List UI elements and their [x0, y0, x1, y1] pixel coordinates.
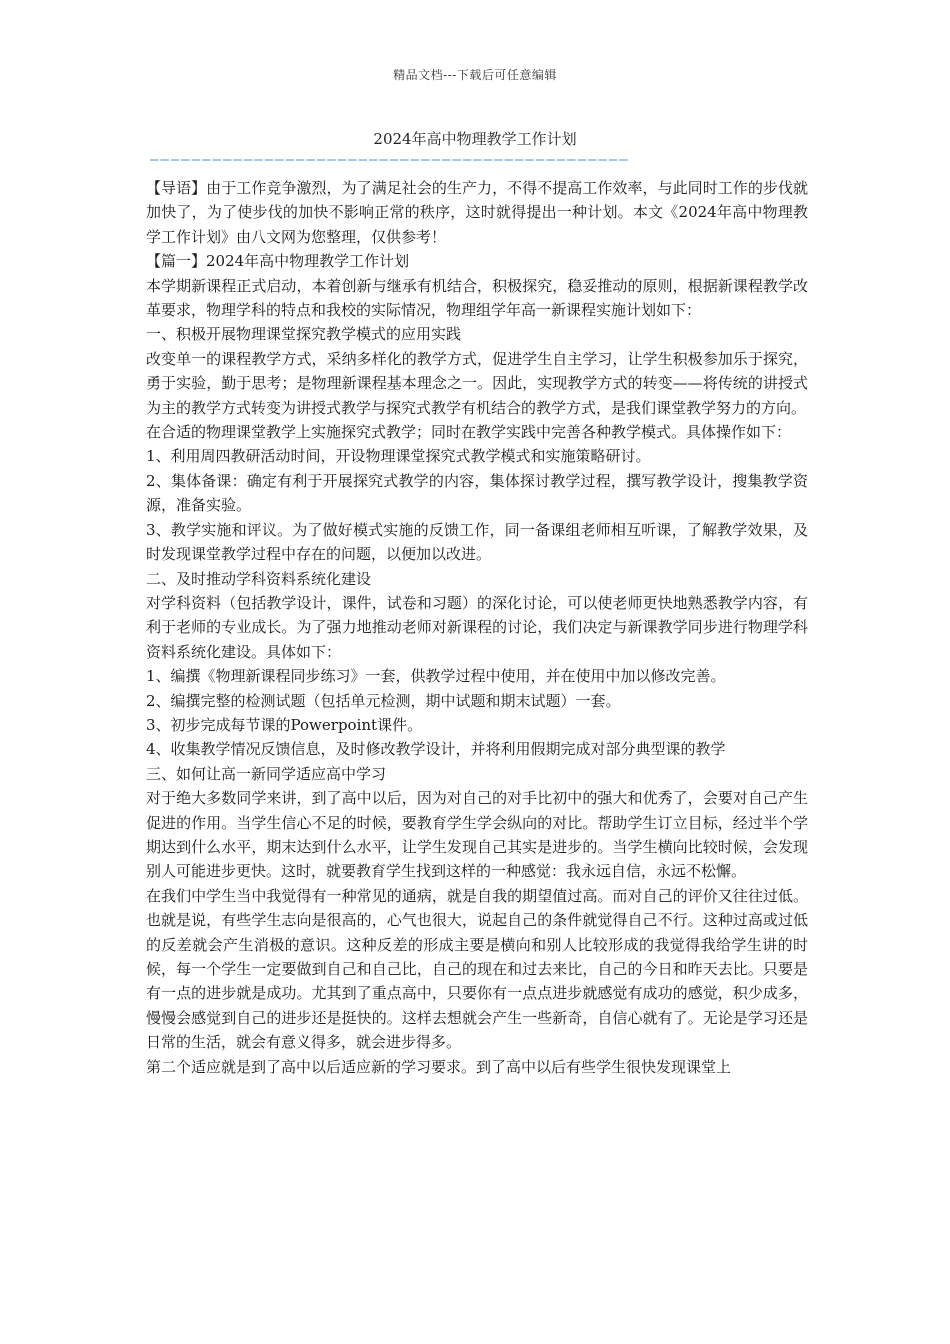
section-heading-part-one: 【篇一】2024年高中物理教学工作计划 — [146, 252, 410, 271]
paragraph: 对于绝大多数同学来讲，到了高中以后，因为对自己的对手比初中的强大和优秀了，会要对自己产生促进的作用。当学生信心不足的时候，要教育学生学会纵向的对比。帮助学生订立目标，经过半个学期达到什么水平，期末达到什么水平，让学生发现自己其实是进步的。当学生横向比较时候，会发现别人可能进步更快。这时，就要教育学生找到这样的一种感觉：我永远自信，永远不松懈。 — [146, 789, 808, 881]
paragraph: 改变单一的课程教学方式，采纳多样化的教学方式，促进学生自主学习，让学生积极参加乐于探究，勇于实验，勤于思考；是物理新课程基本理念之一。因此，实现教学方式的转变——将传统的讲授式为主的教学方式转变为讲授式教学与探究式教学有机结合的教学方式，是我们课堂教学努力的方向。 — [146, 349, 808, 417]
paragraph: 在合适的物理课堂教学上实施探究式教学；同时在教学实践中完善各种教学模式。具体操作如下： — [146, 423, 792, 442]
paragraph-intro: 【导语】由于工作竞争激烈，为了满足社会的生产力，不得不提高工作效率，与此同时工作的步伐就加快了，为了使步伐的加快不影响正常的秩序，这时就得提出一种计划。本文《2024年高中物理教学工作计划》由八文网为您整理，仅供参考！ — [146, 179, 808, 246]
paragraph: 第二个适应就是到了高中以后适应新的学习要求。到了高中以后有些学生很快发现课堂上 — [146, 1057, 732, 1076]
list-item: 4、收集教学情况反馈信息，及时修改教学设计，并将利用假期完成对部分典型课的教学 — [146, 740, 726, 759]
header-note: 精品文档---下载后可任意编辑 — [393, 68, 557, 82]
list-item: 3、教学实施和评议。为了做好模式实施的反馈工作，同一备课组老师相互听课，了解教学效果，及时发现课堂教学过程中存在的问题，以便加以改进。 — [146, 520, 808, 564]
list-item: 1、利用周四教研活动时间，开设物理课堂探究式教学模式和实施策略研讨。 — [146, 447, 651, 466]
title-divider: —————————————————————————————————————————————— — [150, 152, 630, 168]
paragraph: 对学科资料（包括教学设计，课件，试卷和习题）的深化讨论，可以使老师更快地熟悉教学内容，有利于老师的专业成长。为了强力地推动老师对新课程的讨论，我们决定与新课教学同步进行物理学科资料系统化建设。具体如下： — [146, 593, 808, 661]
document-body — [146, 176, 808, 1079]
section-heading-3: 三、如何让高一新同学适应高中学习 — [146, 764, 387, 783]
list-item: 2、集体备课：确定有利于开展探究式教学的内容，集体探讨教学过程，撰写教学设计，搜集教学资源，准备实验。 — [146, 471, 808, 515]
list-item: 1、编撰《物理新课程同步练习》一套，供教学过程中使用，并在使用中加以修改完善。 — [146, 667, 726, 686]
section-heading-1: 一、积极开展物理课堂探究教学模式的应用实践 — [146, 325, 462, 344]
list-item: 3、初步完成每节课的Powerpoint课件。 — [146, 715, 423, 734]
section-heading-2: 二、及时推动学科资料系统化建设 — [146, 569, 372, 588]
paragraph: 本学期新课程正式启动，本着创新与继承有机结合，积极探究，稳妥推动的原则，根据新课程教学改革要求，物理学科的特点和我校的实际情况，物理组学年高一新课程实施计划如下： — [146, 276, 808, 320]
paragraph: 在我们中学生当中我觉得有一种常见的通病，就是自我的期望值过高。而对自己的评价又往往过低。也就是说，有些学生志向是很高的，心气也很大，说起自己的条件就觉得自己不行。这种过高或过低的反差就会产生消极的意识。这种反差的形成主要是横向和别人比较形成的我觉得我给学生讲的时候，每一个学生一定要做到自己和自己比，自己的现在和过去来比，自己的今日和昨天去比。只要是有一点的进步就是成功。尤其到了重点高中，只要你有一点点进步就感觉有成功的感觉，积少成多，慢慢会感觉到自己的进步还是挺快的。这样去想就会产生一些新奇，自信心就有了。无论是学习还是日常的生活，就会有意义得多，就会进步得多。 — [146, 886, 808, 1052]
page-title: 2024年高中物理教学工作计划 — [373, 130, 577, 148]
list-item: 2、编撰完整的检测试题（包括单元检测，期中试题和期末试题）一套。 — [146, 691, 621, 710]
